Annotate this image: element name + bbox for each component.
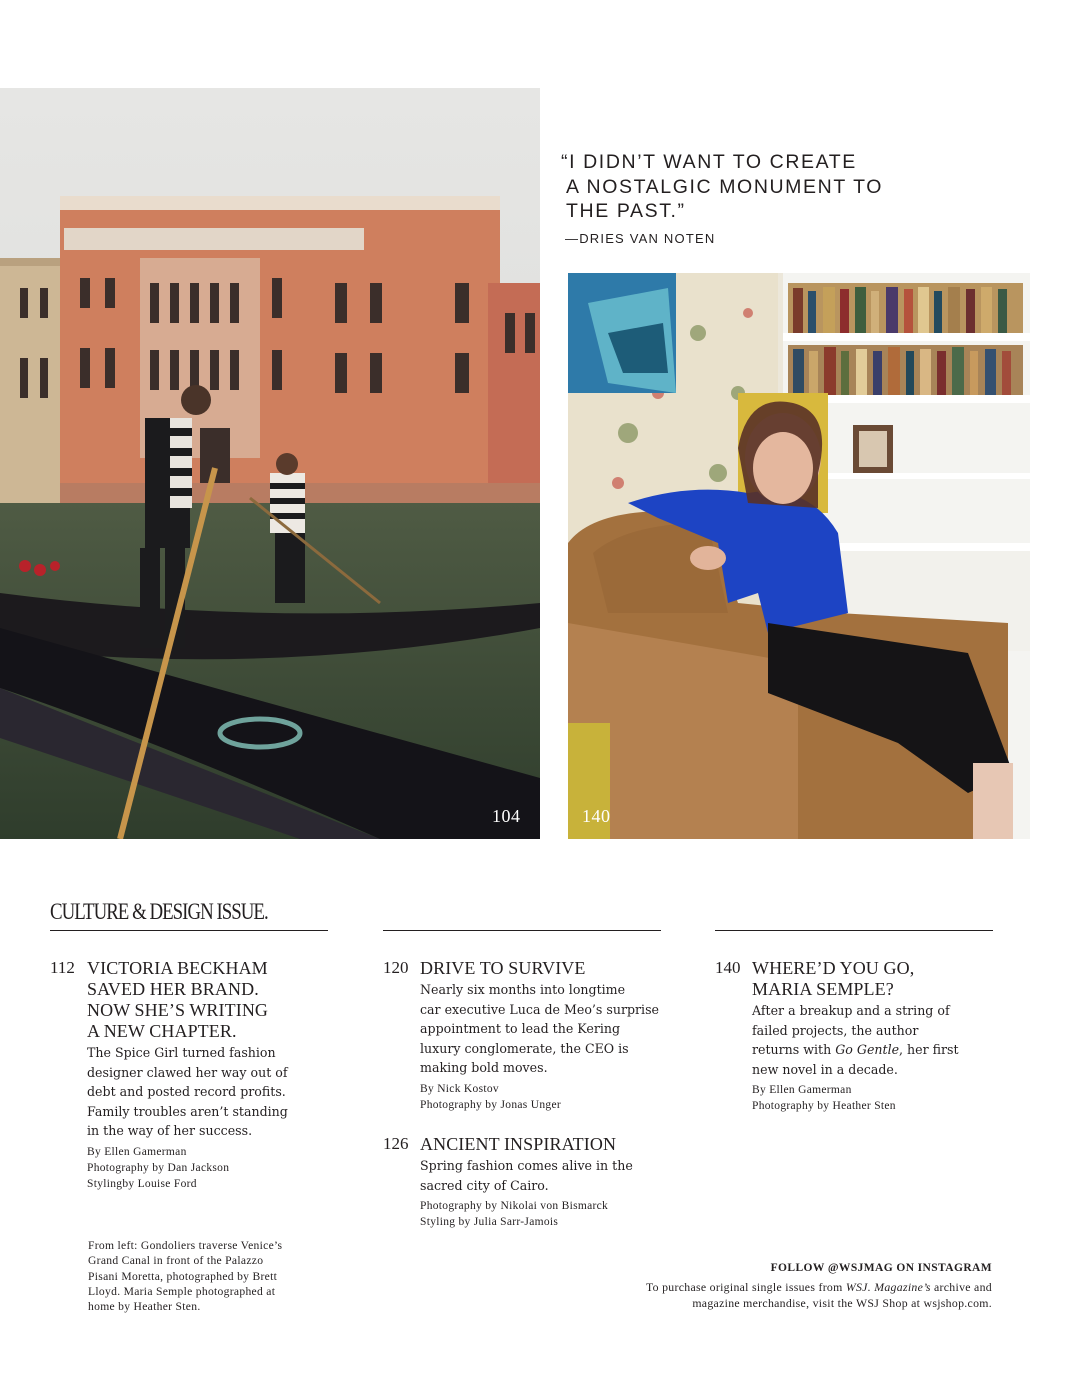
- toc-entry-112[interactable]: [50, 958, 340, 1192]
- toc-credits: [420, 1081, 683, 1113]
- purchase-line-2[interactable]: magazine merchandise, visit the WSJ Shop at wsjshop.com.: [692, 1295, 992, 1310]
- dek-line: making bold moves.: [420, 1060, 548, 1076]
- headline-line: VICTORIA BECKHAM: [87, 958, 268, 978]
- dek-text: , her first: [899, 1042, 959, 1058]
- credit-line: Photography by Heather Sten: [752, 1100, 896, 1113]
- dek-line: failed projects, the author: [752, 1022, 919, 1038]
- toc-headline[interactable]: [752, 958, 1015, 1000]
- credit-line: Photography by Nikolai von Bismarck: [420, 1200, 609, 1213]
- dek-line: designer clawed her way out of: [87, 1064, 288, 1080]
- credit-line: By Nick Kostov: [420, 1082, 499, 1095]
- caption-line: From left: Gondoliers traverse Venice’s: [88, 1239, 283, 1252]
- toc-dek: [420, 1156, 683, 1195]
- caption-line: Pisani Moretta, photographed by Brett: [88, 1269, 278, 1283]
- toc-page-number: 140: [715, 958, 741, 977]
- toc-credits: [752, 1082, 1015, 1114]
- toc-headline[interactable]: [87, 958, 340, 1042]
- dek-line: luxury conglomerate, the CEO is: [420, 1040, 629, 1056]
- headline-line: WHERE’D YOU GO,: [752, 958, 915, 978]
- toc-page-number: 120: [383, 958, 409, 977]
- rule-middle: [383, 930, 661, 931]
- toc-entry-120[interactable]: [383, 958, 683, 1113]
- toc-headline[interactable]: [420, 1134, 683, 1155]
- maria-semple-portrait-photo-icon: [568, 273, 1030, 839]
- dek-line: [752, 1040, 1015, 1060]
- page-number-140: 140: [582, 806, 611, 826]
- credit-line: Stylingby Louise Ford: [87, 1177, 197, 1190]
- pull-quote-line-1: “I DIDN’T WANT TO CREATE: [561, 151, 857, 173]
- toc-entry-140[interactable]: [715, 958, 1015, 1114]
- toc-page-number: 126: [383, 1134, 409, 1153]
- semple-photo: [568, 273, 1030, 839]
- credit-line: By Ellen Gamerman: [87, 1145, 187, 1158]
- toc-entry-126[interactable]: [383, 1134, 683, 1230]
- purchase-text: archive and: [930, 1280, 992, 1294]
- pull-quote: [561, 150, 981, 224]
- dek-line: car executive Luca de Meo’s surprise: [420, 1001, 659, 1017]
- toc-page-number: 112: [50, 958, 75, 977]
- credit-line: Styling by Julia Sarr-Jamois: [420, 1216, 559, 1229]
- headline-line: SAVED HER BRAND.: [87, 979, 259, 999]
- toc-credits: [87, 1144, 340, 1192]
- venice-photo: [0, 88, 540, 839]
- toc-dek: [87, 1043, 340, 1141]
- dek-line: After a breakup and a string of: [752, 1003, 950, 1018]
- quote-attribution: —DRIES VAN NOTEN: [565, 231, 716, 246]
- dek-line: new novel in a decade.: [752, 1061, 898, 1077]
- venice-gondola-photo-icon: [0, 88, 540, 839]
- dek-line: Family troubles aren’t standing: [87, 1103, 288, 1119]
- dek-line: in the way of her success.: [87, 1123, 253, 1139]
- rule-right: [715, 930, 993, 931]
- caption-line: Grand Canal in front of the Palazzo: [88, 1254, 264, 1268]
- headline-line: A NEW CHAPTER.: [87, 1021, 237, 1041]
- caption-line: Lloyd. Maria Semple photographed at: [88, 1284, 276, 1298]
- purchase-note: [552, 1280, 992, 1311]
- headline-line: MARIA SEMPLE?: [752, 979, 894, 999]
- rule-left: [50, 930, 328, 931]
- headline-line: NOW SHE’S WRITING: [87, 1000, 269, 1020]
- dek-text: returns with: [752, 1042, 836, 1058]
- purchase-line-1: [552, 1280, 992, 1296]
- headline-line: DRIVE TO SURVIVE: [420, 958, 586, 978]
- section-title: CULTURE & DESIGN ISSUE.: [50, 899, 268, 924]
- dek-line: The Spice Girl turned fashion: [87, 1045, 276, 1060]
- purchase-text: To purchase original single issues from: [645, 1280, 846, 1294]
- dek-line: Spring fashion comes alive in the: [420, 1158, 633, 1173]
- caption-line: home by Heather Sten.: [88, 1300, 201, 1314]
- instagram-follow-link[interactable]: FOLLOW @WSJMAG ON INSTAGRAM: [770, 1262, 992, 1274]
- pull-quote-line-3: THE PAST.”: [566, 200, 686, 222]
- headline-line: ANCIENT INSPIRATION: [420, 1134, 617, 1154]
- toc-dek: [420, 980, 683, 1078]
- credit-line: By Ellen Gamerman: [752, 1084, 852, 1097]
- toc-dek: [752, 1001, 1015, 1079]
- credit-line: Photography by Jonas Unger: [420, 1098, 561, 1111]
- toc-credits: [420, 1198, 683, 1230]
- dek-line: Nearly six months into longtime: [420, 982, 626, 997]
- toc-headline[interactable]: [420, 958, 683, 979]
- credit-line: Photography by Dan Jackson: [87, 1161, 230, 1174]
- page-number-104: 104: [492, 806, 521, 826]
- dek-line: debt and posted record profits.: [87, 1084, 286, 1100]
- dek-line: sacred city of Cairo.: [420, 1177, 549, 1193]
- book-title: Go Gentle: [835, 1042, 900, 1058]
- pull-quote-line-2: A NOSTALGIC MONUMENT TO: [566, 175, 884, 198]
- dek-line: appointment to lead the Kering: [420, 1021, 621, 1037]
- photo-caption: [88, 1238, 320, 1314]
- magazine-name: WSJ. Magazine’s: [845, 1280, 931, 1294]
